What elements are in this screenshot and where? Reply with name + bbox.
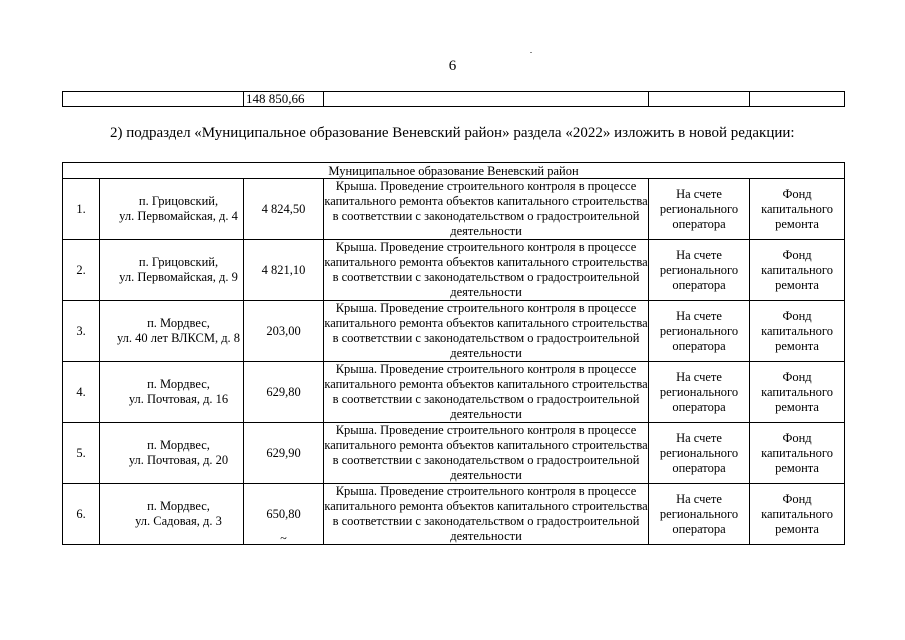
work-description: Крыша. Проведение строительного контроля в процессе капитального ремонта объектов капитального строительства в соответствии с законодательством о градостроительной деятельности — [324, 484, 648, 543]
cost-cell — [244, 423, 324, 484]
fund-source: Фонд капитального ремонта — [750, 179, 845, 240]
work-description: Крыша. Проведение строительного контроля в процессе капитального ремонта объектов капитального строительства в соответствии с законодательством о градостроительной деятельности — [324, 362, 648, 421]
address-line-1: п. Грицовский, — [138, 255, 219, 269]
cost-value: 629,90 — [266, 445, 301, 460]
page-number: 6 — [448, 58, 457, 74]
address-cell — [100, 301, 244, 362]
cost-value: 203,00 — [266, 323, 301, 338]
section-title: Муниципальное образование Веневский район — [63, 163, 845, 179]
account-type: На счете регионального оператора — [649, 423, 750, 484]
fund-source: Фонд капитального ремонта — [750, 362, 845, 423]
section-header-row — [63, 163, 845, 179]
cost-cell — [244, 240, 324, 301]
fund-source: Фонд капитального ремонта — [750, 423, 845, 484]
account-type: На счете регионального оператора — [649, 484, 750, 545]
address-line-2: ул. Почтовая, д. 20 — [128, 453, 229, 467]
table-row — [63, 179, 845, 240]
cost-value: 4 824,50 — [261, 201, 306, 216]
address-line-1: п. Мордвес, — [147, 438, 210, 452]
row-number: 6. — [63, 484, 100, 545]
work-description: Крыша. Проведение строительного контроля в процессе капитального ремонта объектов капитального строительства в соответствии с законодательством о градостроительной деятельности — [324, 423, 648, 482]
row-number: 4. — [63, 362, 100, 423]
scan-speck — [530, 52, 532, 53]
address-cell — [100, 362, 244, 423]
address-line-2: ул. 40 лет ВЛКСМ, д. 8 — [116, 331, 241, 345]
total-row-cell-5 — [750, 92, 845, 107]
account-type: На счете регионального оператора — [649, 362, 750, 423]
amendment-paragraph: 2) подраздел «Муниципальное образование Веневский район» раздела «2022» изложить в новой редакции: — [110, 125, 795, 141]
cost-value: 650,80 — [266, 506, 301, 521]
cost-cell — [244, 362, 324, 423]
cost-cell — [244, 179, 324, 240]
address-line-2: ул. Первомайская, д. 4 — [119, 209, 238, 223]
district-table — [62, 162, 845, 545]
row-number: 1. — [63, 179, 100, 240]
cost-value: 4 821,10 — [261, 262, 306, 277]
fund-source: Фонд капитального ремонта — [750, 484, 845, 545]
address-cell — [100, 484, 244, 545]
previous-table-tail — [62, 91, 845, 107]
address-line-2: ул. Первомайская, д. 9 — [119, 270, 238, 284]
fund-source: Фонд капитального ремонта — [750, 301, 845, 362]
cost-value: 629,80 — [266, 384, 301, 399]
total-row-cell-4 — [649, 92, 750, 107]
table-row — [63, 301, 845, 362]
address-cell — [100, 179, 244, 240]
table-row — [63, 423, 845, 484]
row-number: 2. — [63, 240, 100, 301]
work-description: Крыша. Проведение строительного контроля в процессе капитального ремонта объектов капитального строительства в соответствии с законодательством о градостроительной деятельности — [324, 301, 648, 360]
address-cell — [100, 240, 244, 301]
table-row — [63, 362, 845, 423]
table-row — [63, 240, 845, 301]
address-cell — [100, 423, 244, 484]
total-row-cell-1 — [63, 92, 244, 107]
handwritten-mark: ~ — [280, 531, 287, 545]
table-row — [63, 484, 845, 545]
address-line-1: п. Мордвес, — [147, 499, 210, 513]
cost-cell — [244, 484, 324, 545]
total-row — [63, 92, 845, 107]
address-line-2: ул. Садовая, д. 3 — [135, 514, 222, 528]
account-type: На счете регионального оператора — [649, 179, 750, 240]
row-number: 5. — [63, 423, 100, 484]
address-line-1: п. Грицовский, — [138, 194, 219, 208]
work-description: Крыша. Проведение строительного контроля в процессе капитального ремонта объектов капитального строительства в соответствии с законодательством о градостроительной деятельности — [324, 240, 648, 299]
account-type: На счете регионального оператора — [649, 240, 750, 301]
total-row-cell-3 — [324, 92, 649, 107]
address-line-1: п. Мордвес, — [147, 316, 210, 330]
address-line-2: ул. Почтовая, д. 16 — [128, 392, 229, 406]
row-number: 3. — [63, 301, 100, 362]
address-line-1: п. Мордвес, — [147, 377, 210, 391]
total-amount: 148 850,66 — [244, 92, 324, 107]
cost-cell — [244, 301, 324, 362]
work-description: Крыша. Проведение строительного контроля в процессе капитального ремонта объектов капитального строительства в соответствии с законодательством о градостроительной деятельности — [324, 179, 648, 238]
account-type: На счете регионального оператора — [649, 301, 750, 362]
fund-source: Фонд капитального ремонта — [750, 240, 845, 301]
